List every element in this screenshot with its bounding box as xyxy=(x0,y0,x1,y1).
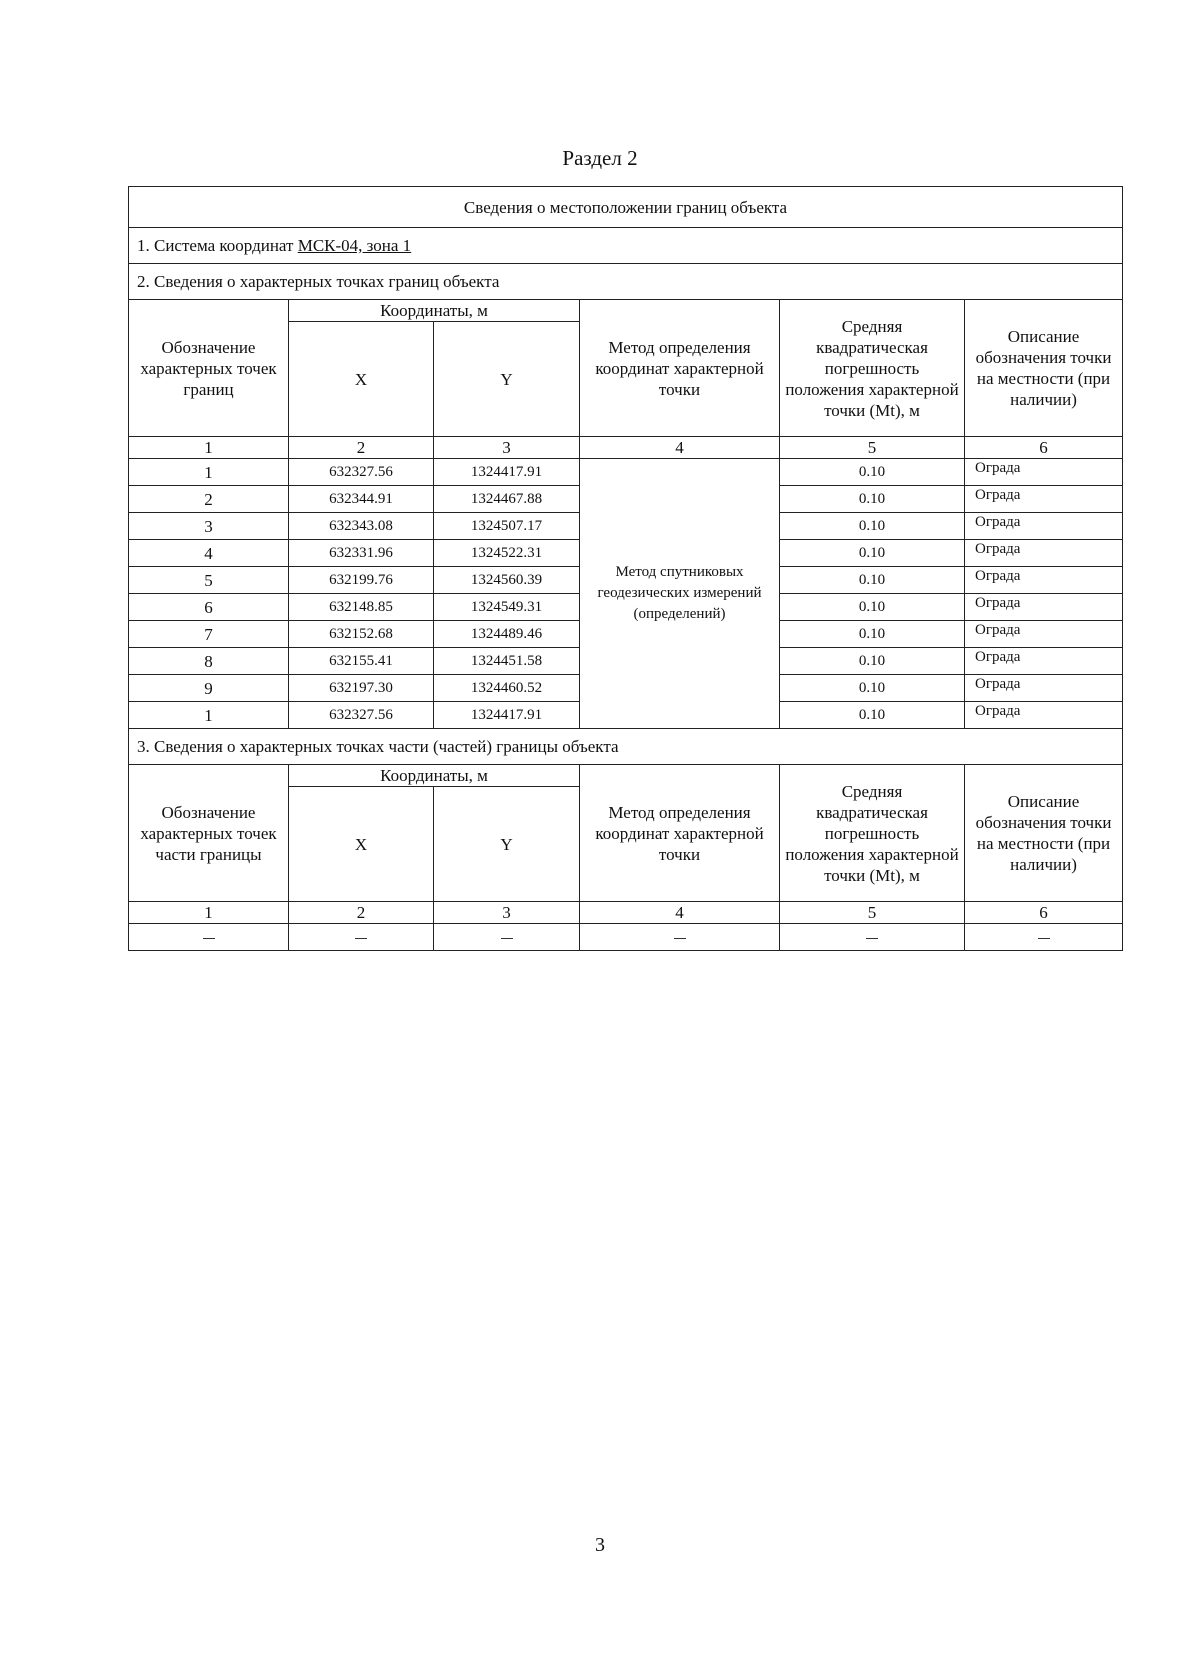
point-error: 0.10 xyxy=(780,540,965,567)
point-description: Ограда xyxy=(965,675,1123,702)
section3-title-row xyxy=(129,729,1123,765)
header-description: Описание обозначения точки на местности (при наличии) xyxy=(965,765,1123,902)
table-title-row xyxy=(129,187,1123,228)
table-row xyxy=(129,459,1123,486)
empty-cell xyxy=(780,924,965,951)
column-number: 4 xyxy=(580,902,780,924)
point-description: Ограда xyxy=(965,540,1123,567)
point-description: Ограда xyxy=(965,648,1123,675)
point-number: 7 xyxy=(129,621,289,648)
header-y: Y xyxy=(434,787,580,902)
boundary-table xyxy=(128,186,1123,951)
point-description: Ограда xyxy=(965,486,1123,513)
point-number: 1 xyxy=(129,702,289,729)
point-x: 632197.30 xyxy=(289,675,434,702)
point-number: 3 xyxy=(129,513,289,540)
point-description: Ограда xyxy=(965,513,1123,540)
column-numbers-row xyxy=(129,437,1123,459)
header-designation: Обозначение характерных точек границ xyxy=(129,300,289,437)
dash-mark xyxy=(355,938,367,939)
point-x: 632327.56 xyxy=(289,702,434,729)
section3-header-row xyxy=(129,765,1123,787)
page-number: 3 xyxy=(595,1534,605,1556)
point-description: Ограда xyxy=(965,702,1123,729)
point-number: 6 xyxy=(129,594,289,621)
point-number: 9 xyxy=(129,675,289,702)
column-number: 4 xyxy=(580,437,780,459)
point-y: 1324417.91 xyxy=(434,702,580,729)
point-y: 1324460.52 xyxy=(434,675,580,702)
point-x: 632152.68 xyxy=(289,621,434,648)
point-x: 632331.96 xyxy=(289,540,434,567)
point-error: 0.10 xyxy=(780,621,965,648)
point-x: 632199.76 xyxy=(289,567,434,594)
header-error: Средняя квадратическая погрешность положения характерной точки (Mt), м xyxy=(780,765,965,902)
empty-row xyxy=(129,924,1123,951)
point-error: 0.10 xyxy=(780,567,965,594)
section3-title: 3. Сведения о характерных точках части (частей) границы объекта xyxy=(129,729,1123,765)
column-number: 6 xyxy=(965,437,1123,459)
empty-cell xyxy=(434,924,580,951)
point-number: 1 xyxy=(129,459,289,486)
column-number: 2 xyxy=(289,437,434,459)
empty-cell xyxy=(580,924,780,951)
dash-mark xyxy=(674,938,686,939)
coord-system-value: МСК-04, зона 1 xyxy=(297,236,412,255)
dash-mark xyxy=(203,938,215,939)
column-number: 5 xyxy=(780,437,965,459)
table-title: Сведения о местоположении границ объекта xyxy=(129,187,1123,228)
column-number: 1 xyxy=(129,437,289,459)
point-y: 1324467.88 xyxy=(434,486,580,513)
point-description: Ограда xyxy=(965,567,1123,594)
point-number: 5 xyxy=(129,567,289,594)
header-x: X xyxy=(289,322,434,437)
header-designation: Обозначение характерных точек части границы xyxy=(129,765,289,902)
header-description: Описание обозначения точки на местности (при наличии) xyxy=(965,300,1123,437)
point-number: 2 xyxy=(129,486,289,513)
dash-mark xyxy=(866,938,878,939)
point-number: 4 xyxy=(129,540,289,567)
empty-cell xyxy=(289,924,434,951)
section2-title: 2. Сведения о характерных точках границ объекта xyxy=(129,264,1123,300)
dash-mark xyxy=(1038,938,1050,939)
dash-mark xyxy=(501,938,513,939)
point-error: 0.10 xyxy=(780,486,965,513)
coord-system-cell xyxy=(129,228,1123,264)
column-number: 3 xyxy=(434,902,580,924)
column-number: 6 xyxy=(965,902,1123,924)
section2-title-row xyxy=(129,264,1123,300)
point-description: Ограда xyxy=(965,621,1123,648)
point-number: 8 xyxy=(129,648,289,675)
empty-cell xyxy=(129,924,289,951)
header-x: X xyxy=(289,787,434,902)
point-description: Ограда xyxy=(965,459,1123,486)
point-error: 0.10 xyxy=(780,513,965,540)
coord-system-label: 1. Система координат xyxy=(137,236,298,255)
coord-system-row xyxy=(129,228,1123,264)
method-cell: Метод спутниковых геодезических измерений (определений) xyxy=(580,459,780,729)
point-y: 1324417.91 xyxy=(434,459,580,486)
point-x: 632344.91 xyxy=(289,486,434,513)
empty-cell xyxy=(965,924,1123,951)
column-number: 5 xyxy=(780,902,965,924)
column-number: 2 xyxy=(289,902,434,924)
header-y: Y xyxy=(434,322,580,437)
header-error: Средняя квадратическая погрешность положения характерной точки (Mt), м xyxy=(780,300,965,437)
point-y: 1324451.58 xyxy=(434,648,580,675)
header-coords: Координаты, м xyxy=(289,765,580,787)
point-description: Ограда xyxy=(965,594,1123,621)
point-y: 1324489.46 xyxy=(434,621,580,648)
point-y: 1324549.31 xyxy=(434,594,580,621)
point-y: 1324522.31 xyxy=(434,540,580,567)
point-error: 0.10 xyxy=(780,594,965,621)
header-coords: Координаты, м xyxy=(289,300,580,322)
point-error: 0.10 xyxy=(780,675,965,702)
point-error: 0.10 xyxy=(780,459,965,486)
column-number: 3 xyxy=(434,437,580,459)
point-error: 0.10 xyxy=(780,702,965,729)
section2-header-row xyxy=(129,300,1123,322)
point-x: 632155.41 xyxy=(289,648,434,675)
point-x: 632343.08 xyxy=(289,513,434,540)
header-method: Метод определения координат характерной точки xyxy=(580,300,780,437)
column-numbers-row xyxy=(129,902,1123,924)
point-x: 632148.85 xyxy=(289,594,434,621)
column-number: 1 xyxy=(129,902,289,924)
point-x: 632327.56 xyxy=(289,459,434,486)
point-y: 1324507.17 xyxy=(434,513,580,540)
point-error: 0.10 xyxy=(780,648,965,675)
header-method: Метод определения координат характерной точки xyxy=(580,765,780,902)
point-y: 1324560.39 xyxy=(434,567,580,594)
section-title: Раздел 2 xyxy=(562,146,638,170)
